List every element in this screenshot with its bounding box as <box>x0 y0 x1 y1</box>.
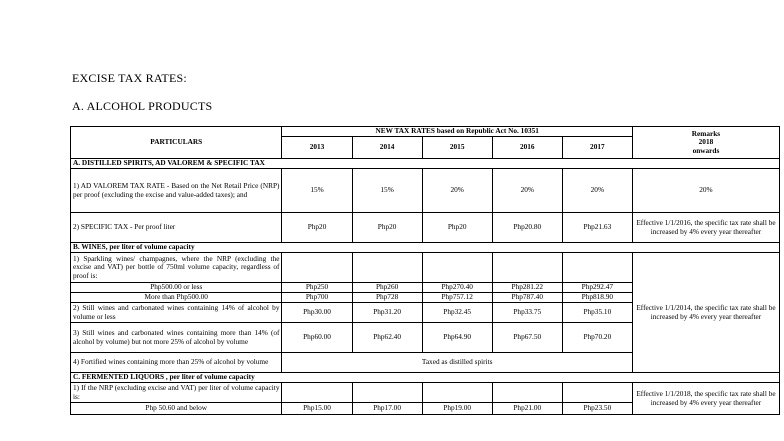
empty-cell <box>562 253 632 283</box>
a-row1-value: 20% <box>422 169 492 213</box>
section-c-title: C. FERMENTED LIQUORS , per liter of volume capacity <box>71 373 780 383</box>
remarks-header <box>632 127 779 159</box>
empty-cell <box>352 383 422 403</box>
empty-cell <box>422 253 492 283</box>
a-row1-value: 20% <box>492 169 562 213</box>
section-a-title: A. DISTILLED SPIRITS, AD VALOREM & SPECIFIC TAX <box>71 159 780 169</box>
a-row2-value: Php20 <box>352 213 422 243</box>
b-row1b-value: Php700 <box>282 293 352 303</box>
a-row1-value: 15% <box>282 169 352 213</box>
empty-cell <box>352 253 422 283</box>
c-row1a-value: Php17.00 <box>352 403 422 415</box>
b-row2-label: 2) Still wines and carbonated wines containing 14% of alcohol by volume or less <box>71 303 282 323</box>
b-row3-value: Php64.90 <box>422 323 492 353</box>
c-row1a-value: Php15.00 <box>282 403 352 415</box>
b-row3-label: 3) Still wines and carbonated wines containing more than 14% (of alcohol by volume) but not more 25% of alcohol by volume <box>71 323 282 353</box>
b-row4-label: 4) Fortified wines containing more than 25% of alcohol by volume <box>71 353 282 373</box>
remarks-year: 2018 <box>698 137 714 147</box>
b-row1a-value: Php250 <box>282 283 352 293</box>
b-row3-value: Php70.20 <box>562 323 632 353</box>
b-row1-label: 1) Sparkling wines/ champagnes, where the NRP (excluding the excise and VAT) per bottle of 750ml volume capacity, regardless of proof is: <box>71 253 282 283</box>
a-row1-remark: 20% <box>632 169 779 213</box>
empty-cell <box>492 253 562 283</box>
b-row1b-label: More than Php500.00 <box>71 293 282 303</box>
b-row2-value: Php35.10 <box>562 303 632 323</box>
empty-cell <box>282 383 352 403</box>
b-row1a-value: Php260 <box>352 283 422 293</box>
b-row2-value: Php31.20 <box>352 303 422 323</box>
year-header-2013: 2013 <box>282 137 352 159</box>
empty-cell <box>492 383 562 403</box>
b-row1a-value: Php281.22 <box>492 283 562 293</box>
b-row2-value: Php33.75 <box>492 303 562 323</box>
b-row1a-value: Php270.40 <box>422 283 492 293</box>
b-row4-value: Taxed as distilled spirits <box>282 353 632 373</box>
b-row1b-value: Php757.12 <box>422 293 492 303</box>
a-row2-label: 2) SPECIFIC TAX - Per proof liter <box>71 213 282 243</box>
b-row3-value: Php62.40 <box>352 323 422 353</box>
year-header-2016: 2016 <box>492 137 562 159</box>
c-row1-label: 1) If the NRP (excluding excise and VAT) per liter of volume capacity is: <box>71 383 282 403</box>
a-row1-value: 15% <box>352 169 422 213</box>
c-remark: Effective 1/1/2018, the specific tax rate shall be increased by 4% every year thereafter <box>632 383 779 415</box>
b-row1a-label: Php500.00 or less <box>71 283 282 293</box>
year-header-2015: 2015 <box>422 137 492 159</box>
a-row2-value: Php20.80 <box>492 213 562 243</box>
a-row1-value: 20% <box>562 169 632 213</box>
b-remark: Effective 1/1/2014, the specific tax rate shall be increased by 4% every year thereafter <box>632 253 779 373</box>
remarks-title: Remarks <box>691 128 721 138</box>
a-row2-remark: Effective 1/1/2016, the specific tax rate shall be increased by 4% every year thereafter <box>632 213 779 243</box>
year-header-2017: 2017 <box>562 137 632 159</box>
empty-cell <box>562 383 632 403</box>
b-row2-value: Php32.45 <box>422 303 492 323</box>
a-row2-value: Php20 <box>422 213 492 243</box>
c-row1a-value: Php21.00 <box>492 403 562 415</box>
year-header-2014: 2014 <box>352 137 422 159</box>
c-row1a-value: Php23.50 <box>562 403 632 415</box>
empty-cell <box>282 253 352 283</box>
page-heading: EXCISE TAX RATES: <box>72 71 187 85</box>
a-row2-value: Php21.63 <box>562 213 632 243</box>
empty-cell <box>422 383 492 403</box>
new-rates-header: NEW TAX RATES based on Republic Act No. 10351 <box>282 127 632 137</box>
c-row1a-value: Php19.00 <box>422 403 492 415</box>
remarks-onwards: onwards <box>692 145 720 155</box>
b-row1b-value: Php818.90 <box>562 293 632 303</box>
b-row1b-value: Php787.40 <box>492 293 562 303</box>
section-b-title: B. WINES, per liter of volume capacity <box>71 243 780 253</box>
b-row2-value: Php30.00 <box>282 303 352 323</box>
b-row1b-value: Php728 <box>352 293 422 303</box>
a-row2-value: Php20 <box>282 213 352 243</box>
b-row1a-value: Php292.47 <box>562 283 632 293</box>
b-row3-value: Php60.00 <box>282 323 352 353</box>
excise-tax-table <box>70 126 780 415</box>
section-heading: A. ALCOHOL PRODUCTS <box>72 99 213 113</box>
particulars-header: PARTICULARS <box>71 127 282 159</box>
c-row1a-label: Php 50.60 and below <box>71 403 282 415</box>
a-row1-label: 1) AD VALOREM TAX RATE - Based on the Net Retail Price (NRP) per proof (excluding the excise and value-added taxes); and <box>71 169 282 213</box>
b-row3-value: Php67.50 <box>492 323 562 353</box>
